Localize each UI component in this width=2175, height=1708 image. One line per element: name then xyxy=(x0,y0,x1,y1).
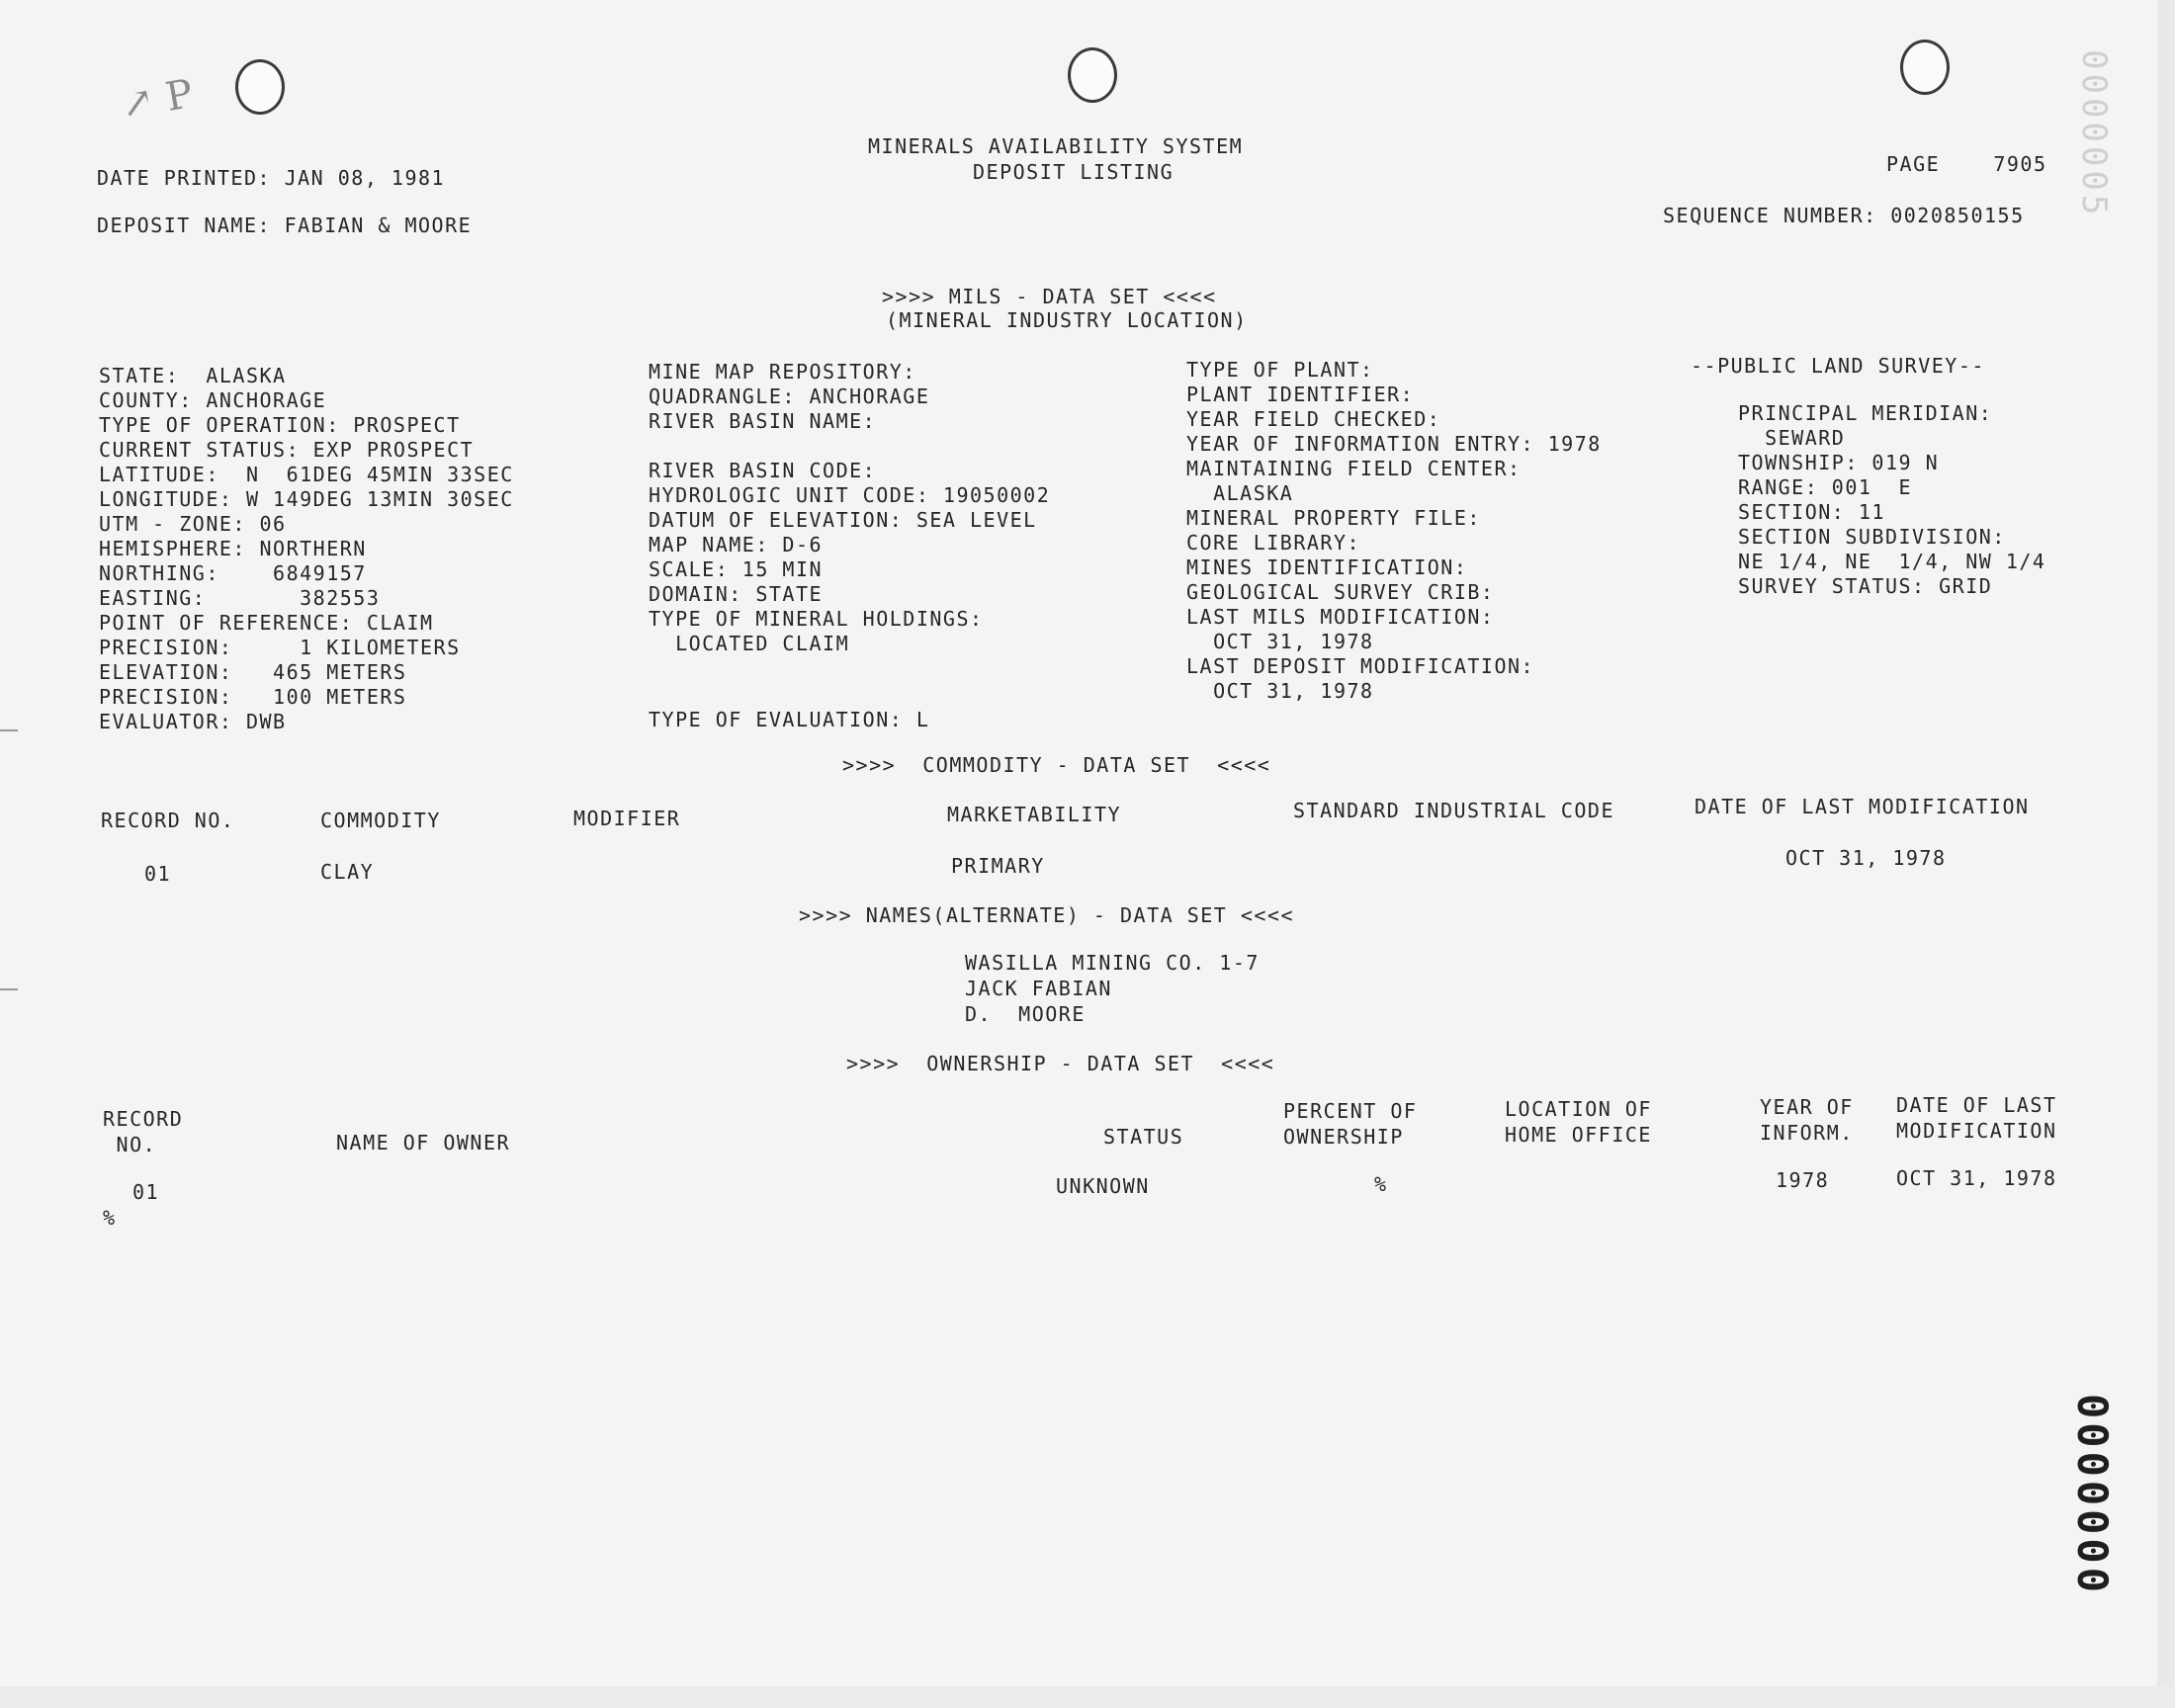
column-header: MARKETABILITY xyxy=(947,803,1122,826)
mils-field: PRECISION: 1 KILOMETERS xyxy=(99,636,461,659)
mils-field: UTM - ZONE: 06 xyxy=(99,512,287,536)
column-header: YEAR OF xyxy=(1760,1095,1854,1119)
table-cell: UNKNOWN xyxy=(1056,1174,1150,1198)
names-heading: >>>> NAMES(ALTERNATE) - DATA SET <<<< xyxy=(799,903,1295,927)
mils-field: YEAR OF INFORMATION ENTRY: 1978 xyxy=(1186,432,1602,456)
mils-field: OCT 31, 1978 xyxy=(1186,679,1374,703)
mils-field: TYPE OF OPERATION: PROSPECT xyxy=(99,413,461,437)
mils-field: ELEVATION: 465 METERS xyxy=(99,660,407,684)
table-cell: % xyxy=(1374,1172,1388,1196)
column-header: OWNERSHIP xyxy=(1283,1125,1404,1149)
table-cell: 01 xyxy=(132,1180,160,1204)
mils-field: LAST DEPOSIT MODIFICATION: xyxy=(1186,654,1535,678)
table-cell: 01 xyxy=(144,862,172,886)
pls-field: NE 1/4, NE 1/4, NW 1/4 xyxy=(1738,550,2046,573)
mils-field: DOMAIN: STATE xyxy=(649,582,824,606)
column-header: PERCENT OF xyxy=(1283,1099,1418,1123)
mils-field: ALASKA xyxy=(1186,481,1294,505)
pls-field: TOWNSHIP: 019 N xyxy=(1738,451,1940,474)
column-header: HOME OFFICE xyxy=(1505,1123,1652,1147)
column-header: COMMODITY xyxy=(320,809,441,832)
table-cell: OCT 31, 1978 xyxy=(1785,846,1947,870)
pls-field: SURVEY STATUS: GRID xyxy=(1738,574,1993,598)
mils-field: CURRENT STATUS: EXP PROSPECT xyxy=(99,438,475,462)
mils-field: MINERAL PROPERTY FILE: xyxy=(1186,506,1481,530)
column-header: RECORD NO. xyxy=(101,809,235,832)
mils-field: SCALE: 15 MIN xyxy=(649,557,824,581)
mils-field: EASTING: 382553 xyxy=(99,586,381,610)
mils-field: LOCATED CLAIM xyxy=(649,632,850,655)
mils-field: CORE LIBRARY: xyxy=(1186,531,1361,555)
column-header: MODIFICATION xyxy=(1896,1119,2057,1143)
edge-code-top: 0000005 xyxy=(2074,49,2114,219)
mils-field: MINES IDENTIFICATION: xyxy=(1186,555,1468,579)
handwritten-mark: ↗ P xyxy=(117,70,197,129)
scan-edge-mark xyxy=(0,988,18,990)
deposit-name: DEPOSIT NAME: FABIAN & MOORE xyxy=(97,214,473,237)
mils-field: YEAR FIELD CHECKED: xyxy=(1186,407,1441,431)
column-header: NO. xyxy=(103,1133,157,1156)
mils-heading: >>>> MILS - DATA SET <<<< xyxy=(882,285,1217,308)
mils-field: TYPE OF PLANT: xyxy=(1186,358,1374,382)
list-item: D. MOORE xyxy=(965,1002,1086,1026)
mils-field: MAP NAME: D-6 xyxy=(649,533,824,556)
system-title: MINERALS AVAILABILITY SYSTEM xyxy=(868,134,1244,158)
scan-edge-mark xyxy=(0,729,18,731)
column-header: NAME OF OWNER xyxy=(336,1131,511,1154)
edge-code-bottom: 0000000 xyxy=(2068,1394,2117,1597)
column-header: DATE OF LAST xyxy=(1896,1093,2057,1117)
mils-field: EVALUATOR: DWB xyxy=(99,710,287,733)
pls-heading: --PUBLIC LAND SURVEY-- xyxy=(1691,354,1985,378)
mils-field: LAST MILS MODIFICATION: xyxy=(1186,605,1495,629)
mils-field: HYDROLOGIC UNIT CODE: 19050002 xyxy=(649,483,1051,507)
pls-field: PRINCIPAL MERIDIAN: xyxy=(1738,401,1993,425)
mils-field: COUNTY: ANCHORAGE xyxy=(99,388,327,412)
mils-field: NORTHING: 6849157 xyxy=(99,561,367,585)
commodity-heading: >>>> COMMODITY - DATA SET <<<< xyxy=(842,753,1271,777)
end-marker: % xyxy=(103,1206,117,1230)
pls-field: RANGE: 001 E xyxy=(1738,475,1913,499)
column-header: INFORM. xyxy=(1760,1121,1854,1145)
list-item: WASILLA MINING CO. 1-7 xyxy=(965,951,1260,975)
punch-hole-icon xyxy=(1068,47,1117,103)
pls-field: SEWARD xyxy=(1738,426,1846,450)
mils-field: LATITUDE: N 61DEG 45MIN 33SEC xyxy=(99,463,514,486)
listing-title: DEPOSIT LISTING xyxy=(973,160,1174,184)
mils-field: MAINTAINING FIELD CENTER: xyxy=(1186,457,1522,480)
date-printed: DATE PRINTED: JAN 08, 1981 xyxy=(97,166,446,190)
table-cell: 1978 xyxy=(1776,1168,1830,1192)
mils-field: QUADRANGLE: ANCHORAGE xyxy=(649,384,930,408)
mils-field: POINT OF REFERENCE: CLAIM xyxy=(99,611,434,635)
table-cell: CLAY xyxy=(320,860,375,884)
mils-subheading: (MINERAL INDUSTRY LOCATION) xyxy=(886,308,1248,332)
list-item: JACK FABIAN xyxy=(965,977,1112,1000)
mils-field: GEOLOGICAL SURVEY CRIB: xyxy=(1186,580,1495,604)
mils-field: DATUM OF ELEVATION: SEA LEVEL xyxy=(649,508,1037,532)
mils-field: RIVER BASIN CODE: xyxy=(649,459,877,482)
column-header: DATE OF LAST MODIFICATION xyxy=(1695,795,2030,818)
page-right-edge xyxy=(2157,0,2175,1708)
column-header: MODIFIER xyxy=(573,807,681,830)
mils-field: PLANT IDENTIFIER: xyxy=(1186,383,1415,406)
ownership-heading: >>>> OWNERSHIP - DATA SET <<<< xyxy=(846,1052,1275,1075)
mils-field: LONGITUDE: W 149DEG 13MIN 30SEC xyxy=(99,487,514,511)
table-cell: PRIMARY xyxy=(951,854,1045,878)
page-number: PAGE 7905 xyxy=(1886,152,2047,176)
type-of-evaluation: TYPE OF EVALUATION: L xyxy=(649,708,930,731)
mils-field: RIVER BASIN NAME: xyxy=(649,409,877,433)
mils-field: STATE: ALASKA xyxy=(99,364,287,387)
punch-hole-icon xyxy=(235,59,285,115)
mils-field: MINE MAP REPOSITORY: xyxy=(649,360,916,384)
column-header: RECORD xyxy=(103,1107,184,1131)
mils-field: TYPE OF MINERAL HOLDINGS: xyxy=(649,607,984,631)
sequence-number: SEQUENCE NUMBER: 0020850155 xyxy=(1663,204,2025,227)
column-header: STATUS xyxy=(1103,1125,1184,1149)
column-header: LOCATION OF xyxy=(1505,1097,1652,1121)
pls-field: SECTION: 11 xyxy=(1738,500,1885,524)
mils-field: PRECISION: 100 METERS xyxy=(99,685,407,709)
column-header: STANDARD INDUSTRIAL CODE xyxy=(1293,799,1614,822)
punch-hole-icon xyxy=(1900,40,1950,95)
mils-field: OCT 31, 1978 xyxy=(1186,630,1374,653)
mils-field: HEMISPHERE: NORTHERN xyxy=(99,537,367,560)
table-cell: OCT 31, 1978 xyxy=(1896,1166,2057,1190)
page-bottom-edge xyxy=(0,1686,2175,1708)
pls-field: SECTION SUBDIVISION: xyxy=(1738,525,2006,549)
